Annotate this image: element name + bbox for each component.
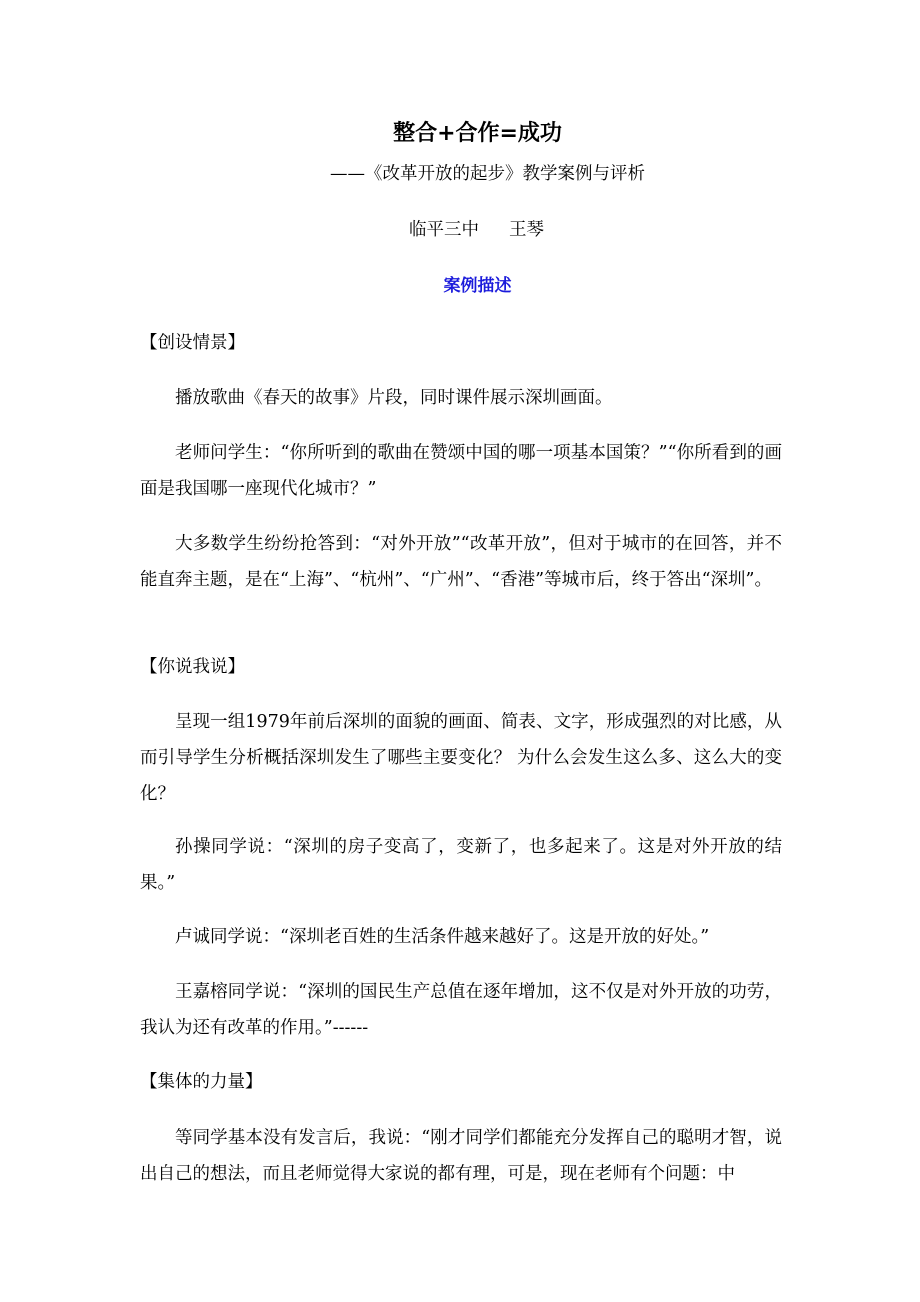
- heading-create-scene: 【创设情景】: [140, 333, 245, 353]
- author-line: [409, 216, 544, 244]
- author-name: 王琴: [509, 220, 544, 240]
- paragraph: 等同学基本没有发言后，我说：“刚才同学们都能充分发挥自己的聪明才智，说出自己的想法，而且老师觉得大家说的都有理，可是，现在老师有个问题：中: [140, 1128, 782, 1184]
- paragraph: 卢诚同学说：“深圳老百姓的生活条件越来越好了。这是开放的好处。”: [175, 927, 710, 947]
- paragraph: 呈现一组1979年前后深圳的面貌的画面、简表、文字，形成强烈的对比感，从而引导学生分析概括深圳发生了哪些主要变化？ 为什么会发生这么多、这么大的变化？: [140, 712, 782, 804]
- paragraph: 老师问学生：“你所听到的歌曲在赞颂中国的哪一项基本国策？”“你所看到的画面是我国哪一座现代化城市？”: [140, 443, 782, 499]
- document-subtitle: ——《改革开放的起步》教学案例与评析: [330, 164, 645, 184]
- paragraph: 孙操同学说：“深圳的房子变高了，变新了，也多起来了。这是对外开放的结果。”: [140, 837, 782, 893]
- heading-collective-power: 【集体的力量】: [140, 1072, 263, 1092]
- paragraph: 王嘉榕同学说：“深圳的国民生产总值在逐年增加，这不仅是对外开放的功劳，我认为还有改革的作用。”------: [140, 982, 782, 1038]
- heading-you-say-i-say: 【你说我说】: [140, 657, 245, 677]
- paragraph: 大多数学生纷纷抢答到：“对外开放”“改革开放”，但对于城市的在回答，并不能直奔主题，是在“上海”、“杭州”、“广州”、“香港”等城市后，终于答出“深圳”。: [140, 534, 782, 590]
- document-title: 整合+合作=成功: [393, 121, 562, 146]
- paragraph: 播放歌曲《春天的故事》片段，同时课件展示深圳画面。: [175, 388, 613, 408]
- section-title: 案例描述: [443, 276, 512, 296]
- author-school: 临平三中: [409, 220, 479, 240]
